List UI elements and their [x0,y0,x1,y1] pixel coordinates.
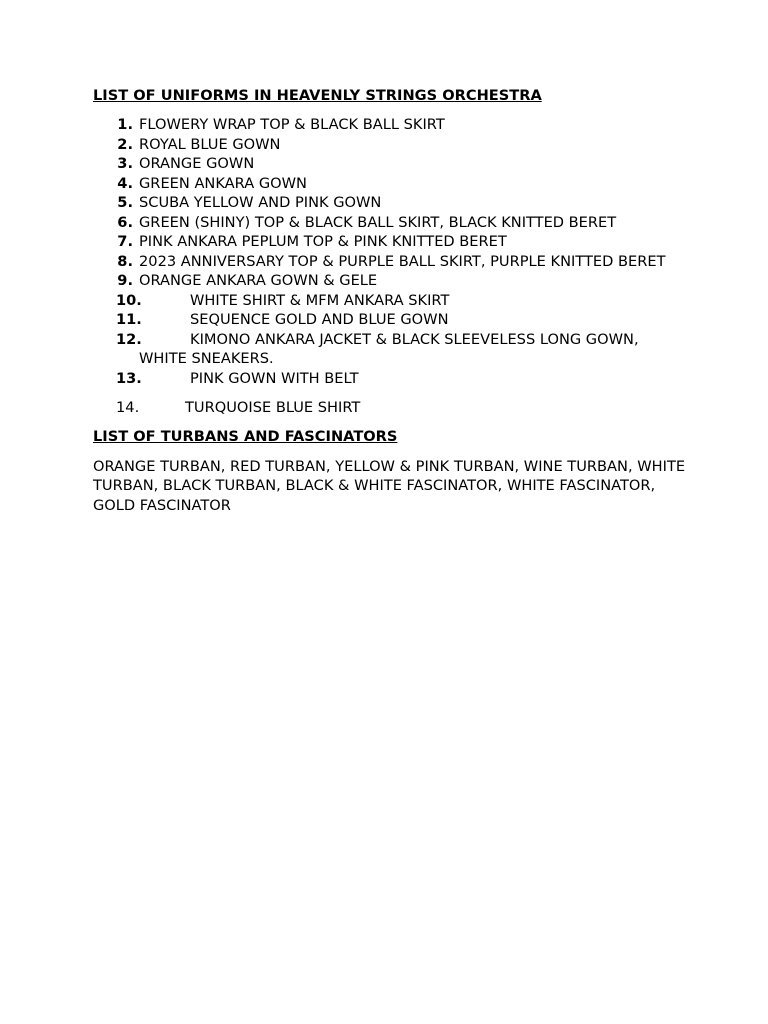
list-item-text: SEQUENCE GOLD AND BLUE GOWN [190,311,449,328]
list-item-text: SCUBA YELLOW AND PINK GOWN [139,194,382,211]
list-item-text: ORANGE GOWN [139,155,255,172]
list-item-number: 8. [117,252,133,270]
list-item-number: 5. [117,194,133,211]
list-item [93,369,693,389]
list-item [93,271,693,291]
list-item-number: 12. [116,330,142,348]
list-item [93,232,693,252]
list-item [93,154,693,174]
document-page [93,86,693,515]
list-item [93,115,693,135]
list-item-text: TURQUOISE BLUE SHIRT [185,399,361,416]
list-item [93,310,693,330]
list-item [93,174,693,194]
list-item-number: 7. [117,233,133,250]
list-item-number: 6. [117,213,133,231]
turbans-paragraph: ORANGE TURBAN, RED TURBAN, YELLOW & PINK TURBAN, WINE TURBAN, WHITE TURBAN, BLACK TURBAN, BLACK & WHITE FASCINATOR, WHITE FASCINATOR, GOLD FASCINATOR [93,457,686,514]
uniforms-list [93,115,693,418]
list-item-text: 2023 ANNIVERSARY TOP & PURPLE BALL SKIRT, PURPLE KNITTED BERET [139,252,666,270]
list-item-text: GREEN (SHINY) TOP & BLACK BALL SKIRT, BLACK KNITTED BERET [139,213,617,231]
list-item-number: 1. [117,116,133,133]
list-item-number: 14. [116,399,140,416]
list-item-text: ROYAL BLUE GOWN [139,135,281,153]
list-item [93,213,693,233]
list-item-text: GREEN ANKARA GOWN [139,174,307,192]
turbans-heading: LIST OF TURBANS AND FASCINATORS [93,427,398,445]
list-item-number: 11. [116,311,142,328]
list-item-number: 13. [116,369,142,387]
list-item [93,252,693,272]
list-item [93,398,693,418]
list-item-text: WHITE SHIRT & MFM ANKARA SKIRT [190,291,450,309]
list-item-text: FLOWERY WRAP TOP & BLACK BALL SKIRT [139,116,445,133]
list-item [93,193,693,213]
list-item-text-continuation: WHITE SNEAKERS. [139,350,274,367]
list-item [93,135,693,155]
list-item [93,330,693,369]
list-item [93,291,693,311]
uniforms-heading: LIST OF UNIFORMS IN HEAVENLY STRINGS ORCHESTRA [93,87,542,104]
list-item-number: 10. [116,291,142,309]
list-item-number: 9. [117,272,133,289]
list-item-text: KIMONO ANKARA JACKET & BLACK SLEEVELESS LONG GOWN, [190,330,639,348]
list-item-text: PINK GOWN WITH BELT [190,369,359,387]
list-item-text: PINK ANKARA PEPLUM TOP & PINK KNITTED BERET [139,233,507,250]
list-item-number: 2. [117,135,133,153]
list-item-number: 3. [117,155,133,172]
list-item-text: ORANGE ANKARA GOWN & GELE [139,272,378,289]
list-item-number: 4. [117,174,133,192]
